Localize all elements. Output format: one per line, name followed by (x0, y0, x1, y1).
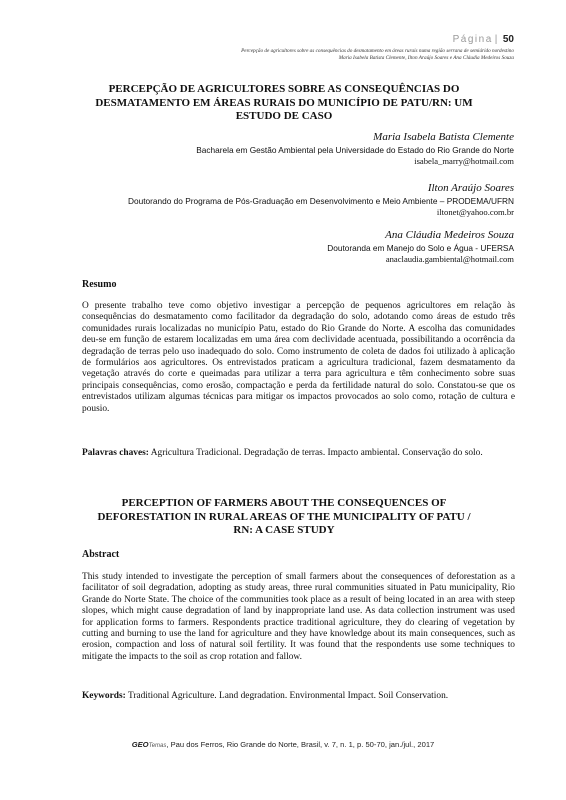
keywords-text: Traditional Agriculture. Land degradation. Environmental Impact. Soil Conservation. (127, 691, 449, 701)
running-header (134, 48, 514, 62)
title-english: PERCEPTION OF FARMERS ABOUT THE CONSEQUENCES OF DEFORESTATION IN RURAL AREAS OF THE MUNICIPALITY OF PATU / RN: A CASE STUDY (97, 497, 471, 536)
author-name: Ilton Araújo Soares (427, 182, 514, 194)
author-email: anaclaudia.gambiental@hotmail.com (385, 254, 514, 264)
author-email: iltonet@yahoo.com.br (436, 207, 514, 217)
keywords-label: Palavras chaves: (82, 448, 149, 458)
resumo-keywords (82, 447, 515, 459)
journal-logo-sub: Temas (148, 743, 167, 749)
running-header-authors: Maria Isabela Batista Clemente, Ilton Araújo Soares e Ana Cláudia Medeiros Souza (338, 55, 514, 61)
title-portuguese: PERCEPÇÃO DE AGRICULTORES SOBRE AS CONSEQUÊNCIAS DO DESMATAMENTO EM ÁREAS RURAIS DO MUNICÍPIO DE PATU/RN: UM ESTUDO DE CASO (95, 83, 473, 122)
author-affiliation: Doutoranda em Manejo do Solo e Água - UFERSA (327, 243, 514, 253)
resumo-body: O presente trabalho teve como objetivo investigar a percepção de pequenos agricultores em relação às consequências do desmatamento como facilitador da degradação do solo, adotando como áreas de estudo três comunidades rurais localizadas no município Patu, estado do Rio Grande do Norte. A escolha das comunidades deu-se em função de estarem localizadas em uma área com declividade acentuada, possibilitando a ocorrência da degradação de terras pelo uso inadequado do solo. Como instrumento de coleta de dados foi utilizado à aplicação de formulários aos agricultores. Os entrevistados praticam a agricultura tradicional, fazem desmatamento da vegetação através do corte e queimadas para utilizar a terra para agricultura e têm conhecimento sobre suas principais consequências, como erosão, compactação e perda da fertilidade natural do solo. Constatou-se que os entrevistados utilizam algumas técnicas para mitigar os impactos provocados ao solo como, rotação de cultura e pousio. (82, 301, 515, 414)
page-number: Página | 50 (452, 34, 514, 45)
author-block-2 (128, 182, 514, 218)
author-block-1 (196, 131, 514, 167)
abstract-keywords (82, 690, 515, 702)
author-name: Maria Isabela Batista Clemente (373, 131, 514, 143)
footer-citation: , Pau dos Ferros, Rio Grande do Norte, Brasil, v. 7, n. 1, p. 50-70, jan./jul., 2017 (166, 740, 435, 749)
page-footer (0, 740, 566, 749)
journal-logo: GEO (131, 740, 149, 749)
running-header-title: Percepção de agricultores sobre as consequências do desmatamento em áreas rurais numa região serrana de semiárido nordestino (241, 48, 514, 54)
page-number-value: 50 (502, 34, 514, 45)
abstract-heading: Abstract (82, 549, 120, 560)
author-block-3 (327, 229, 514, 265)
author-affiliation: Bacharela em Gestão Ambiental pela Universidade do Estado do Rio Grande do Norte (196, 145, 514, 155)
keywords-text: Agricultura Tradicional. Degradação de terras. Impacto ambiental. Conservação do solo. (150, 448, 483, 458)
page-header (453, 34, 514, 45)
page-label: Página (452, 34, 493, 45)
author-affiliation: Doutorando do Programa de Pós-Graduação em Desenvolvimento e Meio Ambiente – PRODEMA/UFRN (128, 196, 514, 206)
keywords-label: Keywords: (82, 691, 126, 701)
resumo-heading: Resumo (82, 279, 117, 290)
abstract-body: This study intended to investigate the perception of small farmers about the consequences of deforestation as a facilitator of soil degradation, adopting as study areas, three rural communities situated in Patu municipality, Rio Grande do Norte State. The choice of the communities took place as a result of being located in an area with steep slopes, which might cause degradation of land by inappropriate land use. As data collection instrument was used for application forms to farmers. Respondents practice traditional agriculture, they do clearing of vegetation by cutting and burning to use the land for agriculture and they have knowledge about its main consequences, such as erosion, compaction and loss of natural soil fertility. It was found that the respondents use some techniques to mitigate the impacts to the soil as crop rotation and fallow. (82, 572, 515, 662)
author-email: isabela_marry@hotmail.com (414, 156, 514, 166)
author-name: Ana Cláudia Medeiros Souza (385, 229, 514, 241)
